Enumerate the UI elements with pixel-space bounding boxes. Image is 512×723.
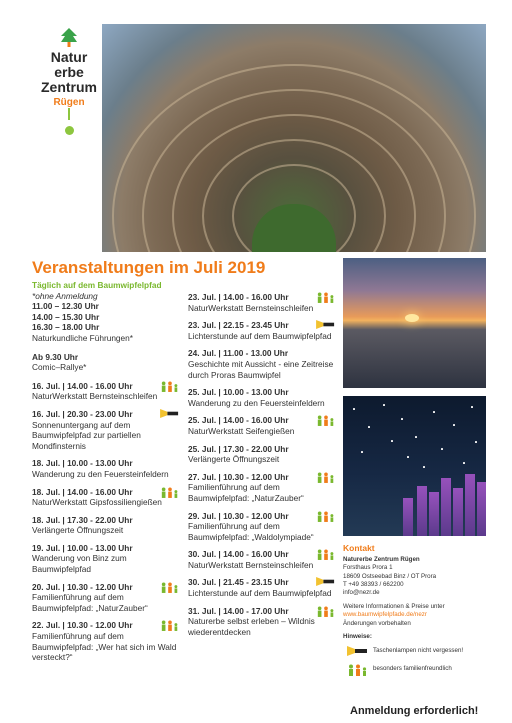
event-desc: Geschichte mit Aussicht - eine Zeitreise durch Proras Baumwipfel xyxy=(188,358,334,380)
star xyxy=(361,451,363,453)
daily-note: *ohne Anmeldung xyxy=(32,290,98,301)
illuminated-tree xyxy=(477,482,486,536)
family-icon xyxy=(316,292,336,303)
event-desc: Wanderung zu den Feuersteinfeldern xyxy=(32,468,169,479)
event-item xyxy=(188,415,338,436)
star xyxy=(453,424,455,426)
contact-email[interactable]: info@nezr.de xyxy=(343,589,380,597)
flashlight-icon xyxy=(160,409,180,418)
event-desc: Wanderung zu den Feuersteinfeldern xyxy=(188,397,325,408)
event-item xyxy=(188,320,338,341)
night-photo xyxy=(343,396,486,536)
event-item xyxy=(188,549,338,570)
event-item xyxy=(188,511,338,543)
daily-desc: Naturkundliche Führungen* xyxy=(32,332,134,343)
daily-heading: Täglich auf dem Baumwipfelpfad xyxy=(32,280,162,290)
contact-name: Naturerbe Zentrum Rügen xyxy=(343,556,420,564)
contact-street: Forsthaus Prora 1 xyxy=(343,564,393,572)
daily-desc: Comic–Rallye* xyxy=(32,362,87,373)
event-item xyxy=(188,606,338,638)
event-desc: Familienführung auf dem Baumwipfelpfad: „Wer hat sich im Wald versteckt?“ xyxy=(32,631,177,663)
event-item xyxy=(188,577,338,598)
event-desc: NaturWerkstatt Seifengießen xyxy=(188,425,295,436)
tree-icon xyxy=(60,28,78,50)
illuminated-tree xyxy=(403,498,413,536)
star xyxy=(433,411,435,413)
event-date: 23. Jul. | 22.15 - 23.45 Uhr xyxy=(188,320,289,331)
star xyxy=(415,436,417,438)
event-desc: Verlängerte Öffnungszeit xyxy=(188,454,280,465)
contact-changes: Änderungen vorbehalten xyxy=(343,619,411,627)
event-item xyxy=(188,387,338,408)
logo xyxy=(40,28,98,135)
event-desc: NaturWerkstatt Bernsteinschleifen xyxy=(32,391,158,402)
event-date: 27. Jul. | 10.30 - 12.00 Uhr xyxy=(188,471,289,482)
legend-family-label: besonders familienfreundlich xyxy=(373,665,452,673)
flashlight-icon xyxy=(316,577,336,586)
registration-note: Anmeldung erforderlich! xyxy=(350,705,479,717)
logo-word-1: Natur xyxy=(50,49,88,65)
sun xyxy=(405,314,419,322)
event-list xyxy=(32,381,182,663)
star xyxy=(391,440,393,442)
logo-line xyxy=(68,108,70,120)
events-column-2 xyxy=(188,292,338,644)
event-item xyxy=(32,409,182,451)
logo-word-2: erbe xyxy=(54,64,84,80)
illuminated-tree xyxy=(465,474,475,536)
event-desc: NaturWerkstatt Bernsteinschleifen xyxy=(188,559,314,570)
event-date: 19. Jul. | 10.00 - 13.00 Uhr xyxy=(32,542,133,553)
event-desc: Sonnenuntergang auf dem Baumwipfelpfad zur partiellen Mondfinsternis xyxy=(32,419,141,451)
event-item xyxy=(188,292,338,313)
event-item xyxy=(32,582,182,614)
star xyxy=(441,448,443,450)
contact-url[interactable]: www.baumwipfelpfade.de/nezr xyxy=(343,611,427,619)
daily-time: 14.00 – 15.30 Uhr xyxy=(32,311,100,322)
family-icon xyxy=(316,472,336,483)
daily-time: Ab 9.30 Uhr xyxy=(32,351,79,362)
star xyxy=(463,462,465,464)
event-date: 31. Jul. | 14.00 - 17.00 Uhr xyxy=(188,605,289,616)
star xyxy=(471,406,473,408)
star xyxy=(423,466,425,468)
logo-word-3: Zentrum xyxy=(41,79,97,95)
logo-dot xyxy=(65,126,74,135)
event-desc: NaturWerkstatt Gipsfossiliengießen xyxy=(32,497,162,508)
star xyxy=(475,441,477,443)
event-item xyxy=(188,444,338,465)
event-date: 18. Jul. | 17.30 - 22.00 Uhr xyxy=(32,514,133,525)
event-desc: Verlängerte Öffnungszeit xyxy=(32,525,124,536)
event-item xyxy=(32,620,182,662)
family-icon xyxy=(160,620,180,631)
event-date: 22. Jul. | 10.30 - 12.00 Uhr xyxy=(32,620,133,631)
event-item xyxy=(32,458,182,479)
family-icon xyxy=(316,511,336,522)
event-date: 25. Jul. | 10.00 - 13.00 Uhr xyxy=(188,387,289,398)
illuminated-tree xyxy=(417,486,427,536)
events-column-1 xyxy=(32,280,182,670)
event-item xyxy=(188,472,338,504)
event-date: 16. Jul. | 14.00 - 16.00 Uhr xyxy=(32,380,133,391)
logo-region: Rügen xyxy=(53,97,85,108)
event-date: 23. Jul. | 14.00 - 16.00 Uhr xyxy=(188,292,289,302)
star xyxy=(401,418,403,420)
event-desc: Lichterstunde auf dem Baumwipfelpfad xyxy=(188,588,332,599)
family-icon xyxy=(316,606,336,617)
star xyxy=(407,456,409,458)
contact-box xyxy=(343,544,493,677)
event-list xyxy=(188,292,338,637)
family-icon xyxy=(316,549,336,560)
event-date: 16. Jul. | 20.30 - 23.00 Uhr xyxy=(32,408,133,419)
contact-heading: Kontakt xyxy=(343,543,375,553)
hint-label: Hinweise: xyxy=(343,632,372,640)
event-date: 30. Jul. | 21.45 - 23.15 Uhr xyxy=(188,577,289,588)
flashlight-icon xyxy=(316,320,336,329)
illuminated-tree xyxy=(453,488,463,536)
star xyxy=(353,408,355,410)
hero-photo xyxy=(102,24,486,252)
daily-time: 16.30 – 18.00 Uhr xyxy=(32,322,100,333)
family-icon xyxy=(160,487,180,498)
contact-phone: T +49 38393 / 662200 xyxy=(343,580,404,588)
sunset-photo xyxy=(343,258,486,388)
event-date: 30. Jul. | 14.00 - 16.00 Uhr xyxy=(188,549,289,560)
flashlight-icon xyxy=(347,646,369,656)
event-item xyxy=(32,381,182,402)
event-desc: Naturerbe selbst erleben – Wildnis wiederentdecken xyxy=(188,616,315,637)
event-desc: Familienführung auf dem Baumwipfelpfad: „NaturZauber“ xyxy=(188,482,304,503)
event-date: 29. Jul. | 10.30 - 12.00 Uhr xyxy=(188,510,289,521)
star xyxy=(368,426,370,428)
event-item xyxy=(32,487,182,508)
illuminated-tree xyxy=(441,478,451,536)
event-date: 18. Jul. | 10.00 - 13.00 Uhr xyxy=(32,458,133,469)
family-icon xyxy=(316,415,336,426)
event-item xyxy=(188,348,338,380)
event-item xyxy=(32,543,182,575)
star xyxy=(383,404,385,406)
contact-city: 18609 Ostseebad Binz / OT Prora xyxy=(343,572,437,580)
daily-time: 11.00 – 12.30 Uhr xyxy=(32,301,99,312)
event-desc: NaturWerkstatt Bernsteinschleifen xyxy=(188,302,314,313)
legend-family xyxy=(343,665,493,677)
event-desc: Familienführung auf dem Baumwipfelpfad: „Waldolympiade“ xyxy=(188,521,314,542)
event-date: 25. Jul. | 14.00 - 16.00 Uhr xyxy=(188,415,289,426)
event-desc: Wanderung von Binz zum Baumwipfelpfad xyxy=(32,553,127,575)
family-icon xyxy=(160,582,180,593)
event-date: 18. Jul. | 14.00 - 16.00 Uhr xyxy=(32,486,133,497)
family-icon xyxy=(160,381,180,392)
family-icon xyxy=(347,664,369,676)
event-desc: Familienführung auf dem Baumwipfelpfad: „NaturZauber“ xyxy=(32,592,148,613)
legend-flashlight-label: Taschenlampen nicht vergessen! xyxy=(373,647,464,655)
event-item xyxy=(32,515,182,536)
event-date: 24. Jul. | 11.00 - 13.00 Uhr xyxy=(188,348,289,359)
event-date: 25. Jul. | 17.30 - 22.00 Uhr xyxy=(188,443,289,454)
legend-flashlight xyxy=(343,647,493,659)
page-title: Veranstaltungen im Juli 2019 xyxy=(32,258,266,277)
event-date: 20. Jul. | 10.30 - 12.00 Uhr xyxy=(32,581,133,592)
illuminated-tree xyxy=(429,492,439,536)
event-desc: Lichterstunde auf dem Baumwipfelpfad xyxy=(188,330,332,341)
contact-more: Weitere Informationen & Preise unter xyxy=(343,603,445,611)
